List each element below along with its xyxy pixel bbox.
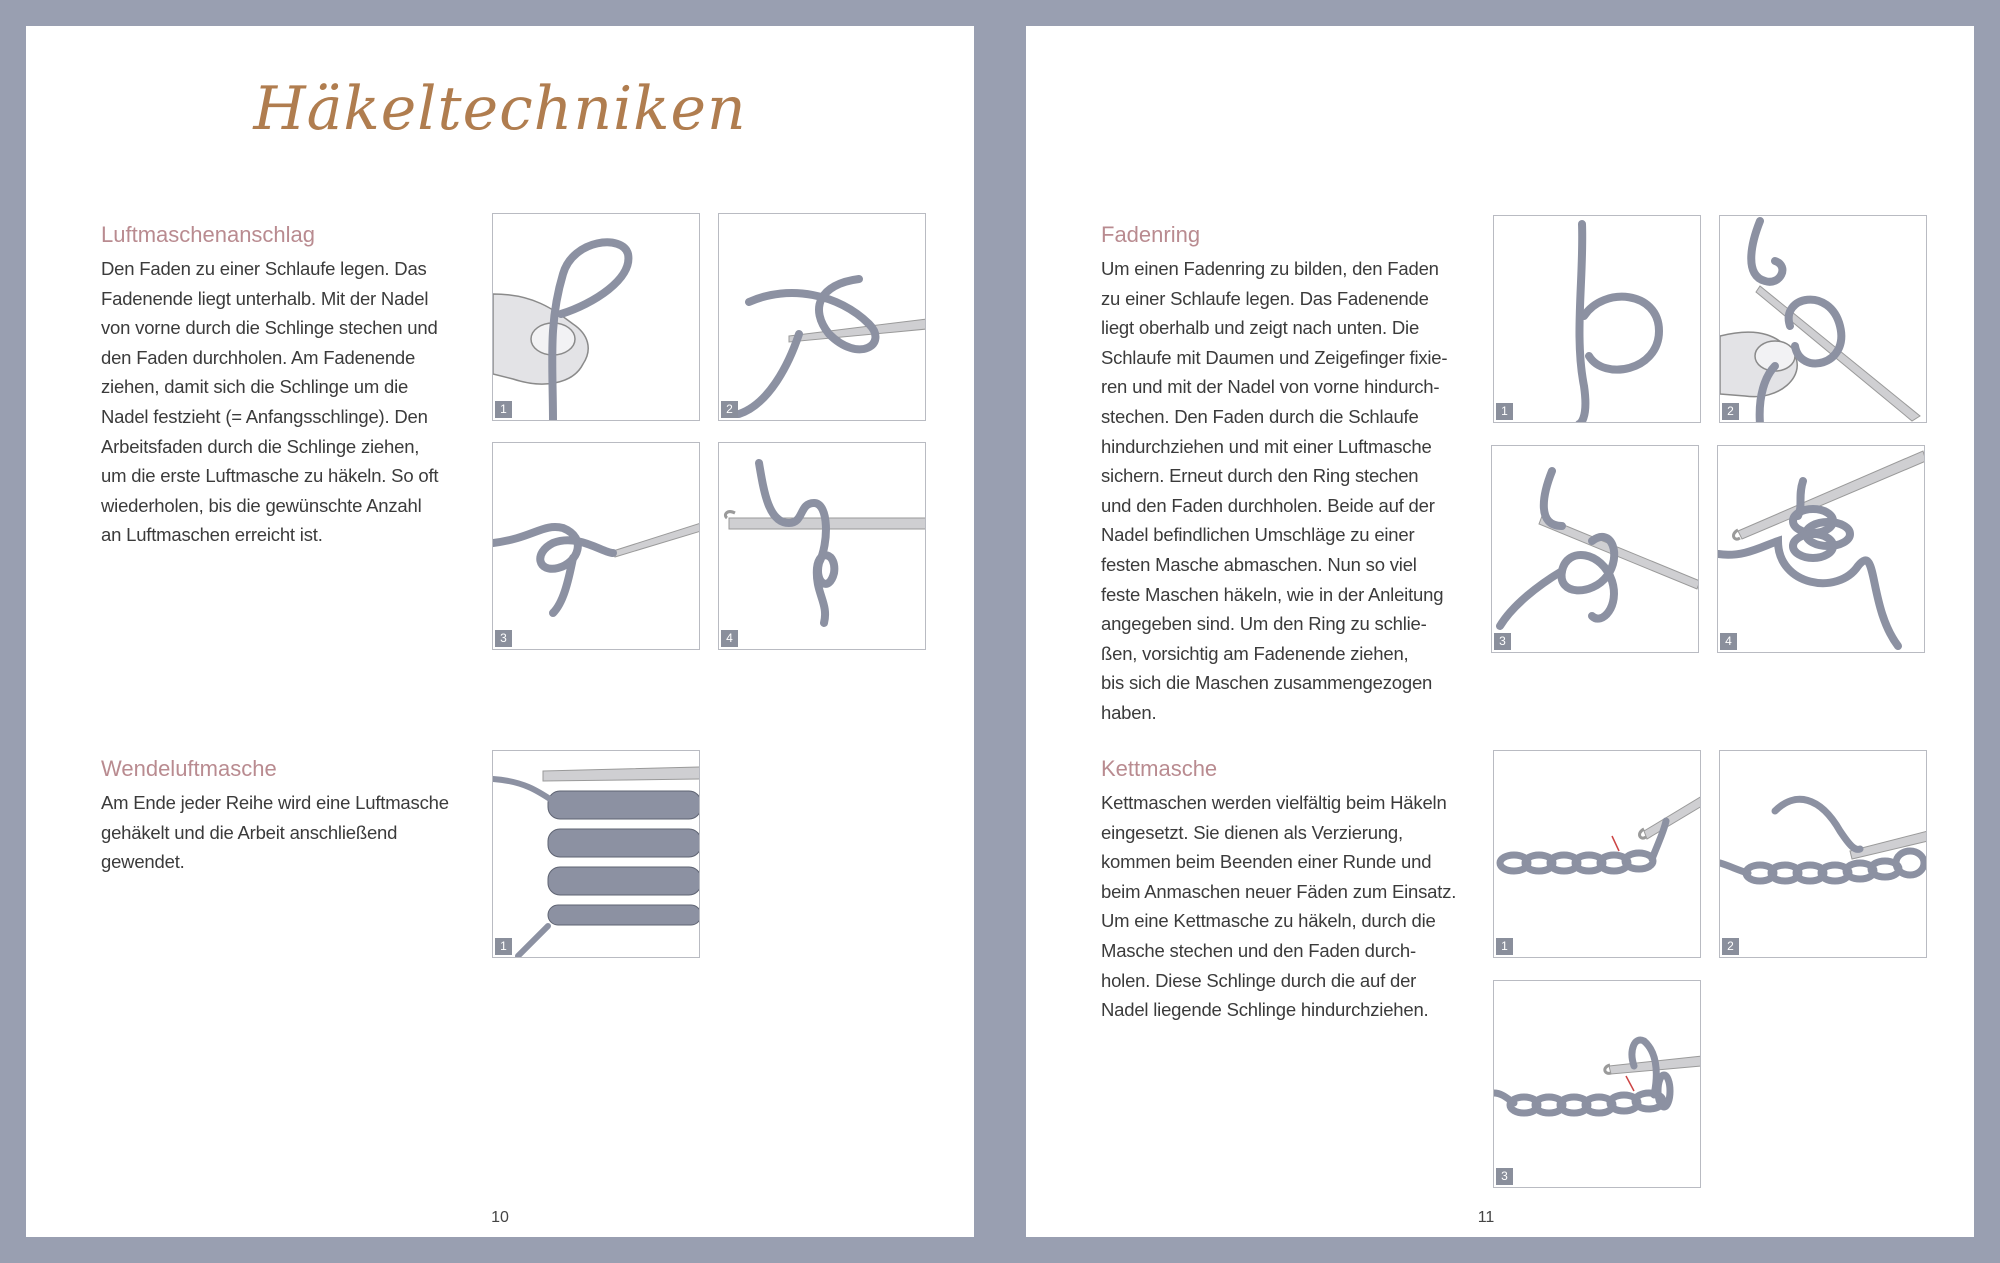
page-title: Häkeltechniken [253, 74, 747, 144]
text-line: feste Maschen häkeln, wie in der Anleitung [1101, 583, 1444, 605]
illustration-slip-knot-needle [718, 213, 926, 421]
text-line: gehäkelt und die Arbeit anschließend [101, 821, 398, 843]
illustration-slip-knot [492, 213, 700, 421]
illustration-ring-loop [1493, 215, 1701, 423]
text-line: um die erste Luftmasche zu häkeln. So oft [101, 465, 439, 487]
step-number: 1 [1496, 403, 1513, 420]
yarn-illustration [1494, 216, 1701, 423]
text-line: holen. Diese Schlinge durch die auf der [1101, 969, 1417, 991]
text-line: Um einen Fadenring zu bilden, den Faden [1101, 258, 1439, 279]
text-line: angegeben sind. Um den Ring zu schlie- [1101, 613, 1427, 635]
illustration-first-chain [492, 442, 700, 650]
page-number: 10 [491, 1209, 509, 1226]
section-fadenring [1101, 222, 1461, 728]
section-heading: Wendeluftmasche [101, 756, 277, 781]
text-line: festen Masche abmaschen. Nun so viel [1101, 553, 1417, 575]
section-body [101, 788, 461, 877]
text-line: Nadel befindlichen Umschläge zu einer [1101, 524, 1415, 546]
text-line: eingesetzt. Sie dienen als Verzierung, [1101, 821, 1403, 843]
illustration-ring-pull-through [1491, 445, 1699, 653]
section-wendeluftmasche [101, 756, 461, 877]
text-line: kommen beim Beenden einer Runde und [1101, 851, 1432, 873]
text-line: Masche stechen und den Faden durch- [1101, 939, 1416, 961]
text-line: hindurchziehen und mit einer Luftmasche [1101, 435, 1432, 457]
text-line: zu einer Schlaufe legen. Das Fadenende [1101, 287, 1429, 309]
section-heading: Fadenring [1101, 222, 1201, 247]
yarn-illustration [719, 214, 926, 421]
text-line: Arbeitsfaden durch die Schlinge ziehen, [101, 435, 420, 457]
left-page [26, 26, 974, 1237]
yarn-illustration [1494, 751, 1701, 958]
right-page [1026, 26, 1974, 1237]
text-line: bis sich die Maschen zusammengezogen [1101, 672, 1433, 694]
illustration-turning-chain [492, 750, 700, 958]
text-line: von vorne durch die Schlinge stechen und [101, 317, 438, 339]
section-body [101, 254, 461, 550]
page-number: 11 [1477, 1209, 1495, 1226]
text-line: gewendet. [101, 851, 185, 873]
text-line: Am Ende jeder Reihe wird eine Luftmasche [101, 792, 449, 813]
step-number: 1 [1496, 938, 1513, 955]
text-line: Fadenende liegt unterhalb. Mit der Nadel [101, 287, 429, 309]
yarn-illustration [1718, 446, 1925, 653]
yarn-illustration [1720, 216, 1927, 423]
section-luftmaschenanschlag [101, 222, 461, 550]
section-kettmasche [1101, 756, 1461, 1025]
illustration-ring-single-crochet [1717, 445, 1925, 653]
text-line: ren und mit der Nadel von vorne hindurch- [1101, 376, 1440, 398]
step-number: 3 [1496, 1168, 1513, 1185]
yarn-illustration [1492, 446, 1699, 653]
step-number: 1 [495, 401, 512, 418]
text-line: Den Faden zu einer Schlaufe legen. Das [101, 258, 427, 279]
yarn-illustration [1494, 981, 1701, 1188]
yarn-illustration [493, 751, 700, 958]
yarn-illustration [493, 443, 700, 650]
step-number: 2 [1722, 938, 1739, 955]
text-line: sichern. Erneut durch den Ring stechen [1101, 465, 1419, 487]
section-heading: Kettmasche [1101, 756, 1218, 781]
text-line: an Luftmaschen erreicht ist. [101, 524, 323, 546]
text-line: wiederholen, bis die gewünschte Anzahl [101, 494, 422, 516]
illustration-chain-row [718, 442, 926, 650]
section-heading: Luftmaschenanschlag [101, 222, 316, 247]
step-number: 4 [721, 630, 738, 647]
step-number: 1 [495, 938, 512, 955]
text-line: beim Anmaschen neuer Fäden zum Einsatz. [1101, 880, 1457, 902]
text-line: liegt oberhalb und zeigt nach unten. Die [1101, 317, 1420, 339]
illustration-slip-stitch-finish [1493, 980, 1701, 1188]
text-line: und den Faden durchholen. Beide auf der [1101, 494, 1435, 516]
text-line: den Faden durchholen. Am Fadenende [101, 346, 416, 368]
illustration-slip-stitch-yarn-over [1719, 750, 1927, 958]
illustration-slip-stitch-insert [1493, 750, 1701, 958]
text-line: ßen, vorsichtig am Fadenende ziehen, [1101, 642, 1409, 664]
step-number: 2 [1722, 403, 1739, 420]
text-line: Kettmaschen werden vielfältig beim Häkeln [1101, 792, 1447, 813]
text-line: haben. [1101, 701, 1157, 723]
step-number: 3 [495, 630, 512, 647]
yarn-illustration [719, 443, 926, 650]
step-number: 3 [1494, 633, 1511, 650]
yarn-illustration [493, 214, 700, 421]
section-body [1101, 788, 1461, 1025]
illustration-ring-needle [1719, 215, 1927, 423]
step-number: 2 [721, 401, 738, 418]
text-line: Nadel liegende Schlinge hindurchziehen. [1101, 999, 1429, 1021]
text-line: ziehen, damit sich die Schlinge um die [101, 376, 409, 398]
text-line: Um eine Kettmasche zu häkeln, durch die [1101, 910, 1436, 932]
yarn-illustration [1720, 751, 1927, 958]
text-line: Nadel festzieht (= Anfangsschlinge). Den [101, 405, 428, 427]
step-number: 4 [1720, 633, 1737, 650]
text-line: stechen. Den Faden durch die Schlaufe [1101, 405, 1419, 427]
text-line: Schlaufe mit Daumen und Zeigefinger fixie- [1101, 346, 1448, 368]
section-body [1101, 254, 1461, 728]
